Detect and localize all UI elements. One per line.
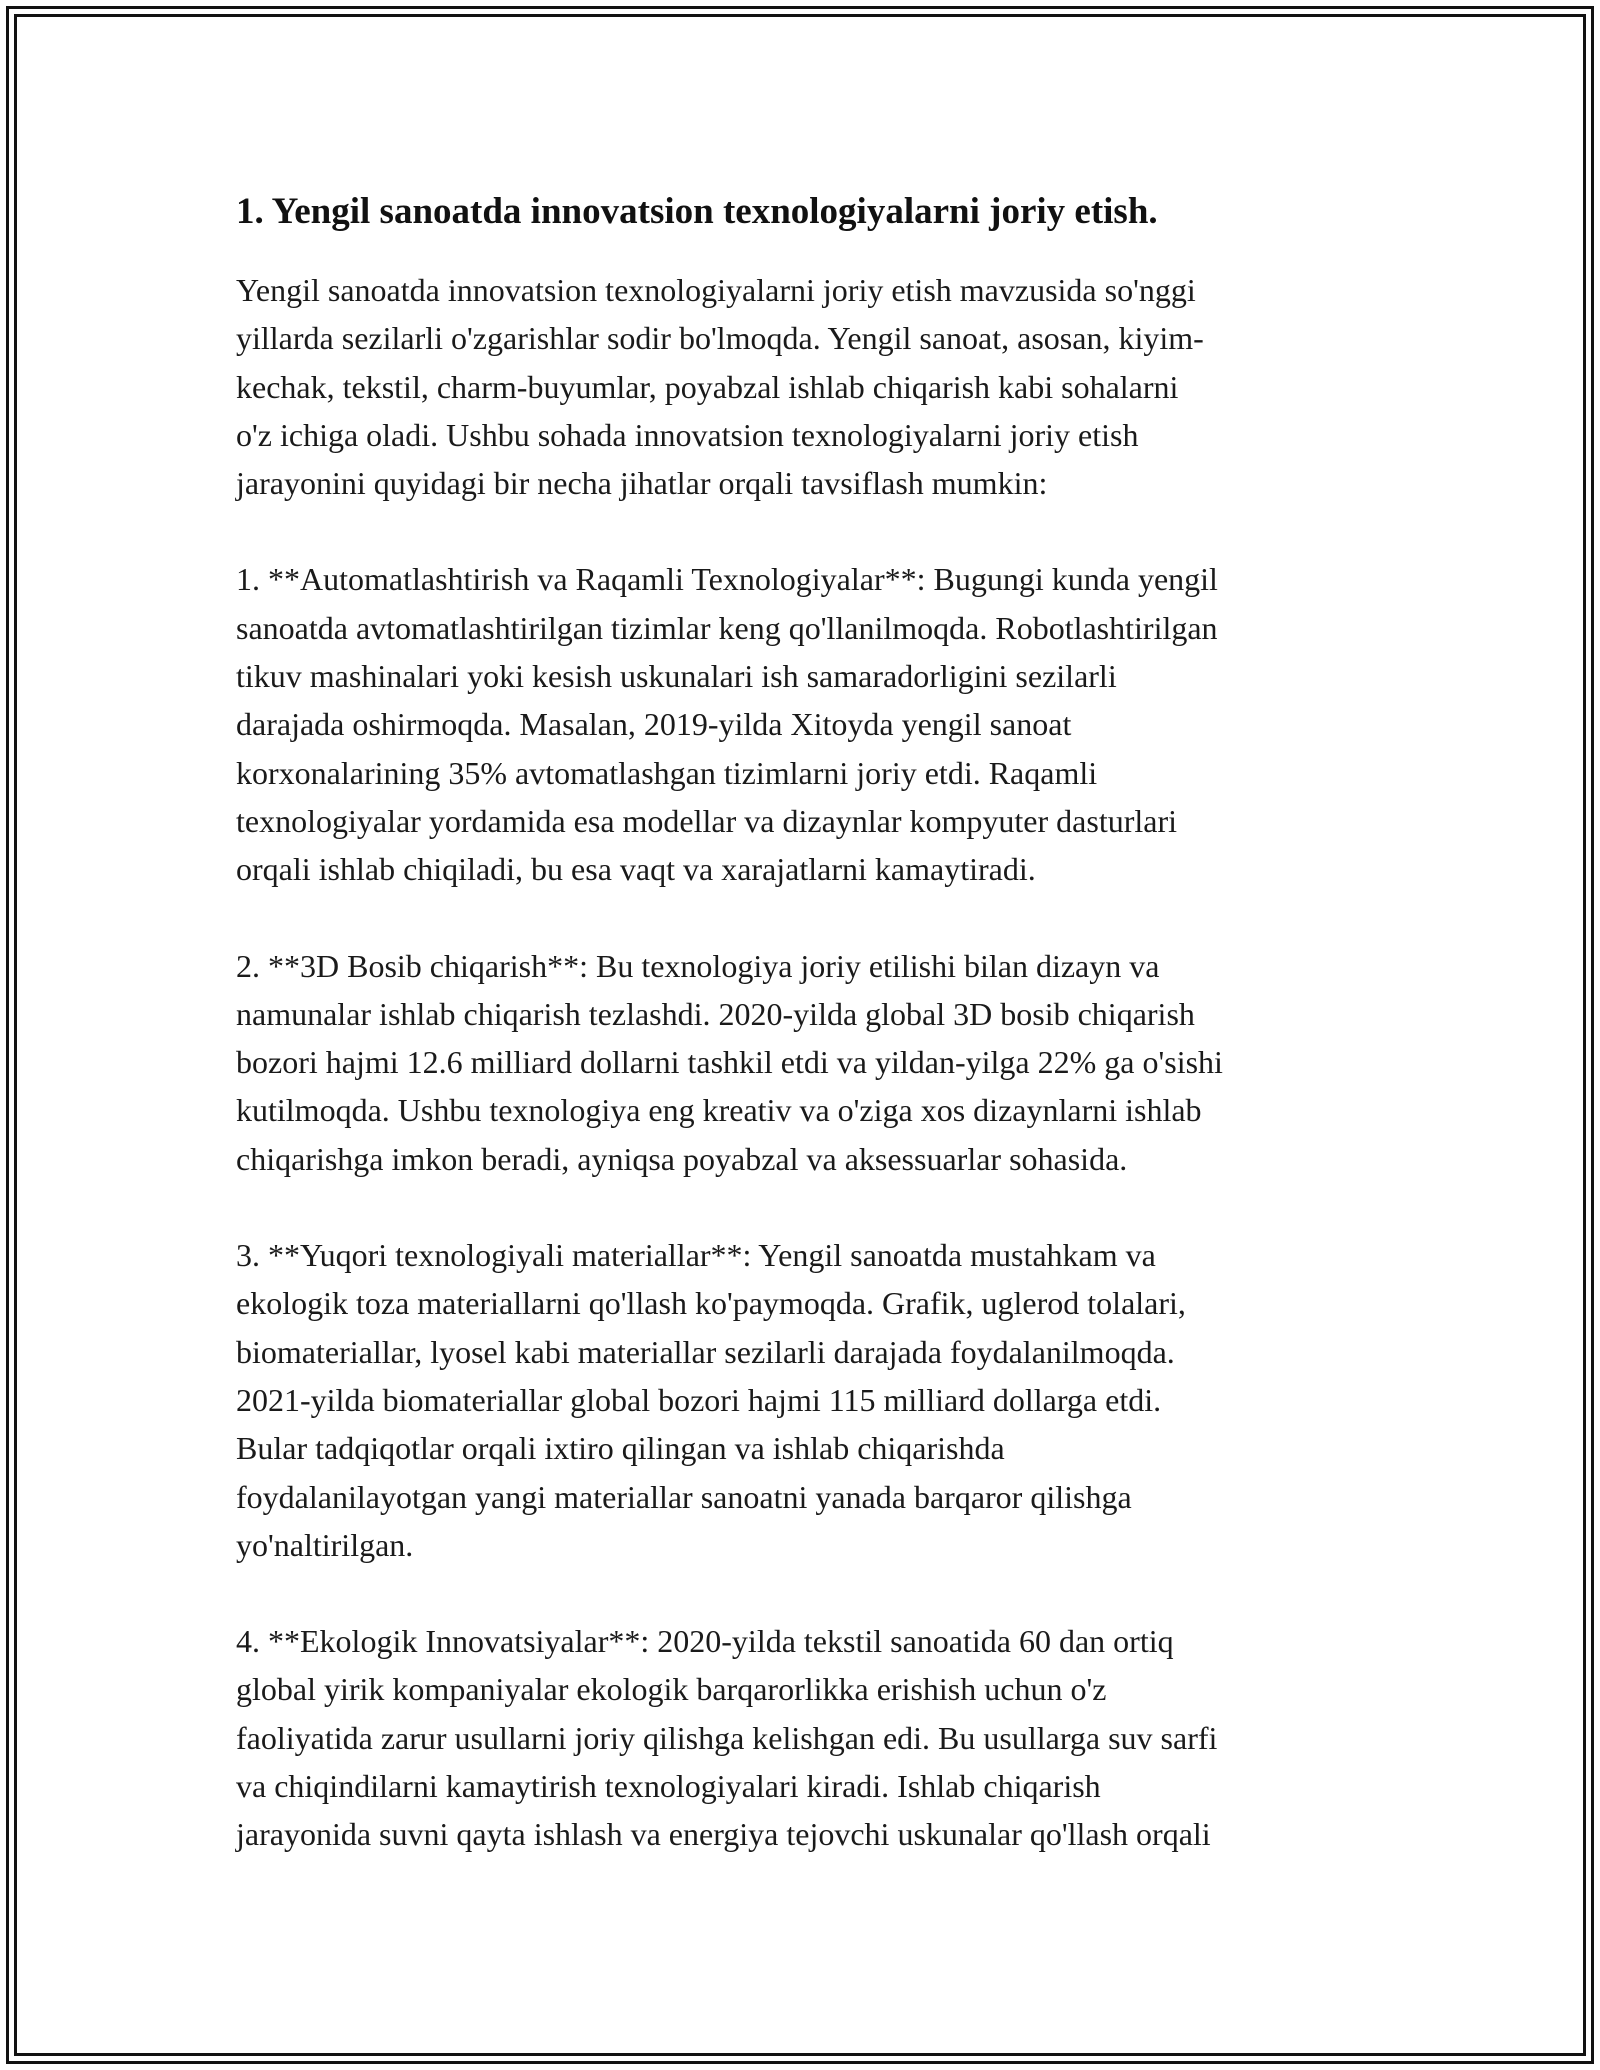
paragraph-automation: 1. **Automatlashtirish va Raqamli Texnologiyalar**: Bugungi kunda yengil sanoatda avtomatlashtirilgan tizimlar keng qo'llanilmoqda. Robotlashtirilgan tikuv mashinalari yoki kesish uskunalari ish samaradorligini sezilarli darajada oshirmoqda. Masalan, 2019-yilda Xitoyda yengil sanoat korxonalarining 35% avtomatlashgan tizimlarni joriy etdi. Raqamli texnologiyalar yordamida esa modellar va dizaynlar kompyuter dasturlari orqali ishlab chiqiladi, bu esa vaqt va xarajatlarni kamaytiradi. (236, 561, 1218, 888)
paragraph-materials: 3. **Yuqori texnologiyali materiallar**: Yengil sanoatda mustahkam va ekologik toza materiallarni qo'llash ko'paymoqda. Grafik, uglerod tolalari, biomateriallar, lyosel kabi materiallar sezilarli darajada foydalanilmoqda. 2021-yilda biomateriallar global bozori hajmi 115 milliard dollarga etdi. Bular tadqiqotlar orqali ixtiro qilingan va ishlab chiqarishda foydalanilayotgan yangi materiallar sanoatni yanada barqaror qilishga yo'naltirilgan. (236, 1237, 1186, 1563)
intro-paragraph: Yengil sanoatda innovatsion texnologiyalarni joriy etish mavzusida so'nggi yillarda sezilarli o'zgarishlar sodir bo'lmoqda. Yengil sanoat, asosan, kiyim- kechak, tekstil, charm-buyumlar, poyabzal ishlab chiqarish kabi sohalarni o'z ichiga oladi. Ushbu sohada innovatsion texnologiyalarni joriy etish jarayonini quyidagi bir necha jihatlar orqali tavsiflash mumkin: (236, 272, 1204, 502)
paragraph-ecology: 4. **Ekologik Innovatsiyalar**: 2020-yilda tekstil sanoatida 60 dan ortiq global yirik kompaniyalar ekologik barqarorlikka erishish uchun o'z faoliyatida zarur usullarni joriy qilishga kelishgan edi. Bu usullarga suv sarfi va chiqindilarni kamaytirish texnologiyalari kiradi. Ishlab chiqarish jarayonida suvni qayta ishlash va energiya tejovchi uskunalar qo'llash orqali (236, 1623, 1218, 1853)
paragraph-3d-printing: 2. **3D Bosib chiqarish**: Bu texnologiya joriy etilishi bilan dizayn va namunalar ishlab chiqarish tezlashdi. 2020-yilda global 3D bosib chiqarish bozori hajmi 12.6 milliard dollarni tashkil etdi va yildan-yilga 22% ga o'sishi kutilmoqda. Ushbu texnologiya eng kreativ va o'ziga xos dizaynlarni ishlab chiqarishga imkon beradi, ayniqsa poyabzal va aksessuarlar sohasida. (236, 947, 1223, 1177)
document-body (236, 188, 1386, 1907)
document-title: 1. Yengil sanoatda innovatsion texnologiyalarni joriy etish. (236, 191, 1158, 232)
